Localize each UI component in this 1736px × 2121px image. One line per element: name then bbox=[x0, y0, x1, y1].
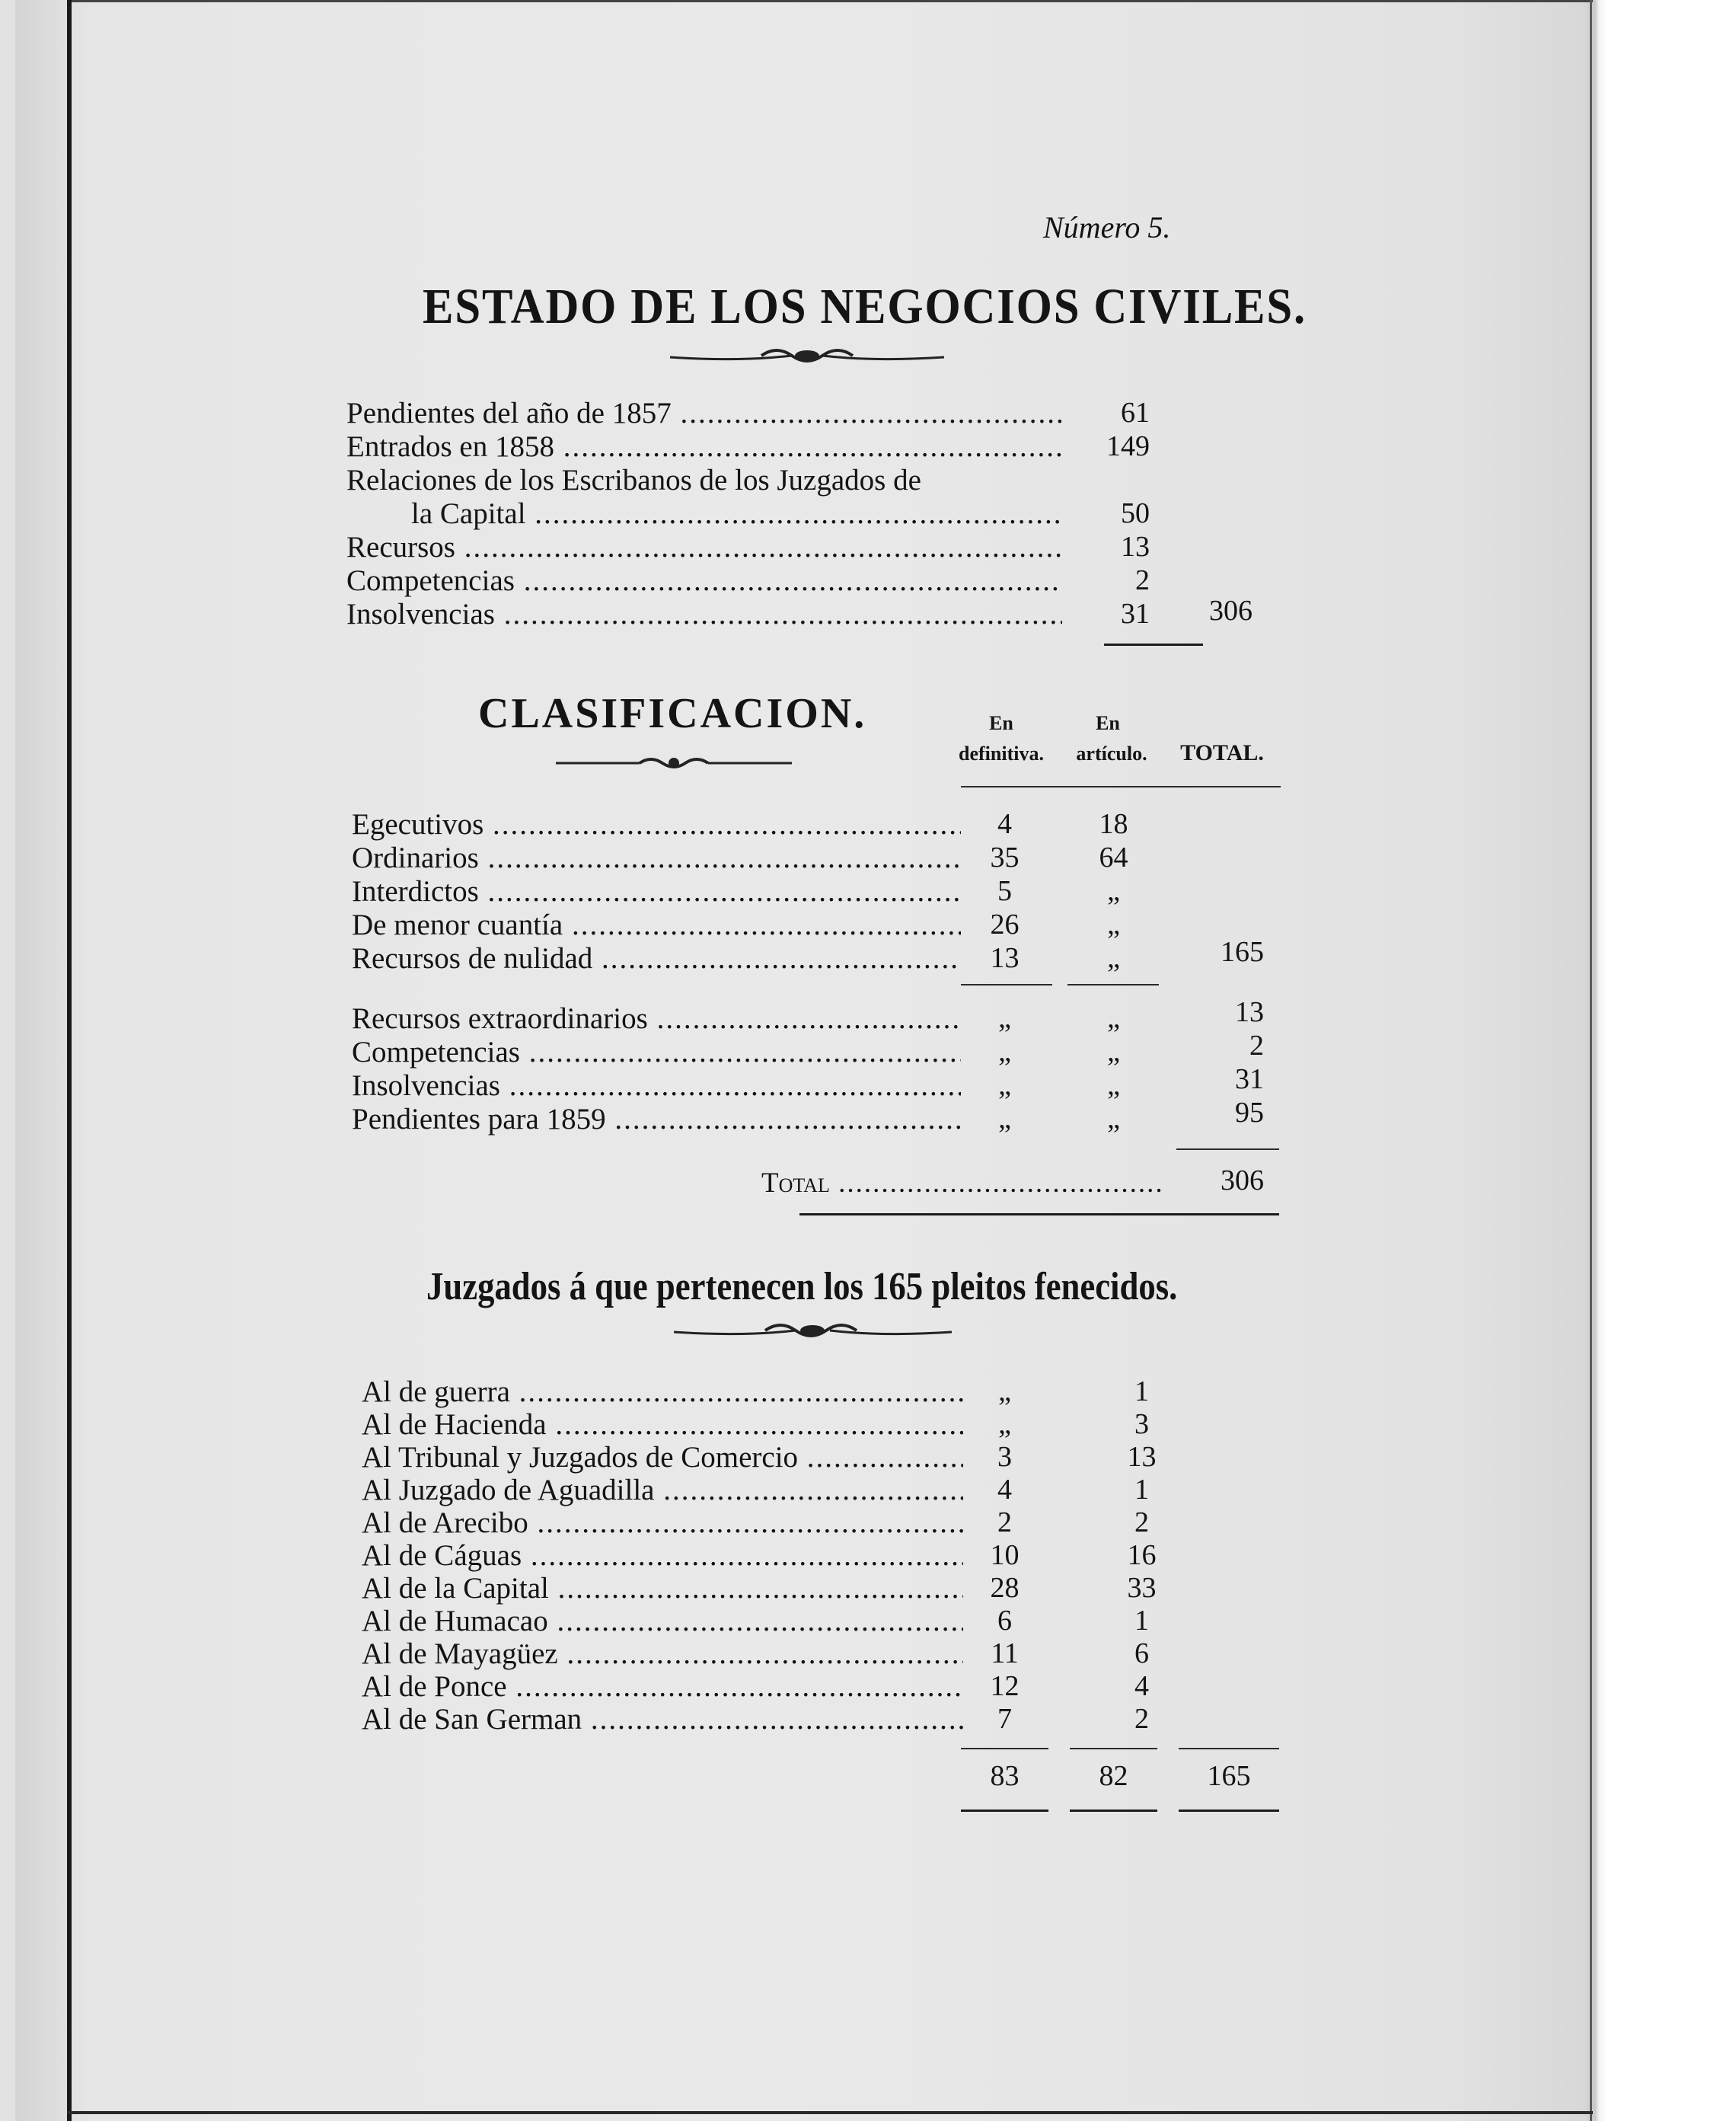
juzgado-label: Al de Cáguas ..... bbox=[362, 1538, 963, 1573]
juzgado-definitiva: 10 bbox=[990, 1539, 1020, 1571]
juzgado-label: Al Juzgado de Aguadilla ..... bbox=[362, 1473, 963, 1507]
entradas-total: 306 bbox=[1209, 595, 1253, 627]
row-articulo: 18 bbox=[1099, 808, 1128, 840]
entrada-label: Relaciones de los Escribanos de los Juzgados de bbox=[346, 464, 921, 497]
clasificacion-subrule-definitiva bbox=[961, 984, 1052, 985]
juzgado-label: Al de Mayagüez ..... bbox=[362, 1637, 963, 1671]
juzgado-label: Al de Hacienda ..... bbox=[362, 1407, 963, 1442]
entrada-label: la Capital ..... bbox=[411, 497, 1062, 531]
juzgados-sum-definitiva: 83 bbox=[990, 1760, 1020, 1792]
entrada-label: Competencias ..... bbox=[346, 564, 1062, 598]
title-ornament-icon bbox=[670, 347, 944, 365]
row-articulo: „ bbox=[1107, 942, 1120, 974]
row-total: 2 bbox=[1249, 1030, 1264, 1062]
bottom-border-rule bbox=[67, 2111, 1593, 2114]
juzgados-sum-rule-total bbox=[1179, 1748, 1279, 1749]
juzgado-label: Al Tribunal y Juzgados de Comercio ..... bbox=[362, 1440, 963, 1474]
juzgado-articulo: 1 bbox=[1134, 1375, 1149, 1407]
row-articulo: „ bbox=[1107, 909, 1120, 941]
row-definitiva: 35 bbox=[990, 842, 1020, 874]
entrada-value: 149 bbox=[1106, 430, 1150, 462]
entrada-value: 13 bbox=[1121, 531, 1150, 563]
juzgado-articulo: 13 bbox=[1127, 1441, 1157, 1473]
juzgado-definitiva: 6 bbox=[997, 1605, 1012, 1637]
left-margin-edge bbox=[0, 0, 15, 2121]
juzgado-articulo: 6 bbox=[1134, 1637, 1149, 1669]
juzgado-articulo: 1 bbox=[1134, 1605, 1149, 1637]
row-articulo: „ bbox=[1107, 1036, 1120, 1068]
row-articulo: „ bbox=[1107, 1002, 1120, 1034]
row-definitiva: „ bbox=[998, 1036, 1011, 1068]
juzgados-ornament-icon bbox=[674, 1321, 952, 1340]
entradas-rule bbox=[1104, 644, 1203, 646]
juzgado-articulo: 16 bbox=[1127, 1539, 1157, 1571]
juzgado-definitiva: 3 bbox=[997, 1441, 1012, 1473]
row-total: 13 bbox=[1235, 996, 1264, 1028]
entrada-label: Pendientes del año de 1857 ..... bbox=[346, 396, 1062, 430]
row-articulo: „ bbox=[1107, 1103, 1120, 1135]
juzgado-label: Al de guerra ..... bbox=[362, 1375, 963, 1409]
page-number: Número 5. bbox=[1043, 210, 1171, 244]
entrada-value: 61 bbox=[1121, 397, 1150, 429]
juzgados-bottom-rule-articulo bbox=[1070, 1810, 1157, 1812]
row-label: Competencias ..... bbox=[352, 1035, 961, 1069]
juzgado-label: Al de San German ..... bbox=[362, 1702, 963, 1736]
entrada-value: 50 bbox=[1121, 497, 1150, 529]
row-definitiva: 13 bbox=[990, 942, 1020, 974]
juzgado-articulo: 3 bbox=[1134, 1408, 1149, 1440]
row-label: Recursos extraordinarios ..... bbox=[352, 1001, 961, 1036]
col-head-definitiva-1: En bbox=[989, 712, 1013, 734]
clasificacion-heading: CLASIFICACION. bbox=[478, 690, 867, 737]
col-head-articulo-2: artículo. bbox=[1076, 743, 1147, 765]
juzgado-articulo: 1 bbox=[1134, 1474, 1149, 1506]
row-label: Ordinarios ..... bbox=[352, 841, 961, 875]
juzgado-definitiva: 12 bbox=[990, 1670, 1020, 1702]
juzgado-definitiva: 4 bbox=[997, 1474, 1012, 1506]
page-title: ESTADO DE LOS NEGOCIOS CIVILES. bbox=[423, 279, 1307, 334]
juzgados-sum-rule-definitiva bbox=[961, 1748, 1048, 1749]
juzgado-definitiva: 11 bbox=[991, 1637, 1019, 1669]
left-border-rule bbox=[67, 0, 72, 2121]
juzgados-bottom-rule-definitiva bbox=[961, 1810, 1048, 1812]
juzgado-articulo: 2 bbox=[1134, 1703, 1149, 1735]
row-label: Egecutivos ..... bbox=[352, 807, 961, 842]
clasificacion-total-rule bbox=[1176, 1148, 1279, 1150]
juzgado-articulo: 33 bbox=[1127, 1572, 1157, 1604]
juzgado-label: Al de Ponce ..... bbox=[362, 1669, 963, 1704]
row-definitiva: 4 bbox=[997, 808, 1012, 840]
row-definitiva: 5 bbox=[997, 875, 1012, 907]
col-head-definitiva-2: definitiva. bbox=[959, 743, 1044, 765]
row-label: Insolvencias ..... bbox=[352, 1068, 961, 1103]
clasificacion-total-value: 306 bbox=[1221, 1164, 1264, 1196]
juzgado-label: Al de Arecibo ..... bbox=[362, 1506, 963, 1540]
juzgado-label: Al de Humacao ..... bbox=[362, 1604, 963, 1638]
juzgado-definitiva: „ bbox=[998, 1375, 1011, 1407]
clasificacion-total-label: Total ..... bbox=[761, 1167, 1165, 1199]
juzgado-articulo: 2 bbox=[1134, 1506, 1149, 1538]
col-head-articulo-1: En bbox=[1096, 712, 1120, 734]
row-total: 31 bbox=[1235, 1063, 1264, 1095]
juzgados-sum-total: 165 bbox=[1207, 1760, 1251, 1792]
entrada-label: Recursos ..... bbox=[346, 530, 1062, 564]
juzgado-definitiva: 28 bbox=[990, 1572, 1020, 1604]
entrada-value: 2 bbox=[1135, 564, 1150, 596]
row-total: 165 bbox=[1221, 936, 1264, 968]
row-label: Recursos de nulidad ..... bbox=[352, 941, 961, 976]
row-definitiva: „ bbox=[998, 1069, 1011, 1101]
clasificacion-bottom-rule bbox=[799, 1213, 1279, 1215]
juzgados-sum-articulo: 82 bbox=[1099, 1760, 1128, 1792]
juzgado-label: Al de la Capital ..... bbox=[362, 1571, 963, 1605]
juzgado-definitiva: 2 bbox=[997, 1506, 1012, 1538]
juzgado-articulo: 4 bbox=[1134, 1670, 1149, 1702]
row-total: 95 bbox=[1235, 1097, 1264, 1129]
clasificacion-subrule-articulo bbox=[1067, 984, 1159, 985]
clasificacion-header-rule bbox=[961, 786, 1281, 787]
juzgados-sum-rule-articulo bbox=[1070, 1748, 1157, 1749]
juzgados-heading: Juzgados á que pertenecen los 165 pleitos fenecidos. bbox=[426, 1265, 1178, 1308]
entrada-label: Insolvencias ..... bbox=[346, 597, 1062, 631]
col-head-total: TOTAL. bbox=[1180, 740, 1264, 765]
entrada-value: 31 bbox=[1121, 598, 1150, 630]
row-articulo: „ bbox=[1107, 875, 1120, 907]
row-label: De menor cuantía ..... bbox=[352, 908, 961, 942]
row-definitiva: „ bbox=[998, 1103, 1011, 1135]
clasificacion-ornament-icon bbox=[556, 754, 792, 771]
top-border-rule bbox=[67, 0, 1593, 2]
row-definitiva: „ bbox=[998, 1002, 1011, 1034]
entrada-label: Entrados en 1858 ..... bbox=[346, 430, 1062, 464]
row-label: Pendientes para 1859 ..... bbox=[352, 1102, 961, 1136]
juzgado-definitiva: „ bbox=[998, 1408, 1011, 1440]
row-articulo: 64 bbox=[1099, 842, 1128, 874]
row-articulo: „ bbox=[1107, 1069, 1120, 1101]
juzgado-definitiva: 7 bbox=[997, 1703, 1012, 1735]
right-border-rule bbox=[1590, 0, 1592, 2121]
row-label: Interdictos ..... bbox=[352, 874, 961, 909]
juzgados-bottom-rule-total bbox=[1179, 1810, 1279, 1812]
row-definitiva: 26 bbox=[990, 909, 1020, 941]
